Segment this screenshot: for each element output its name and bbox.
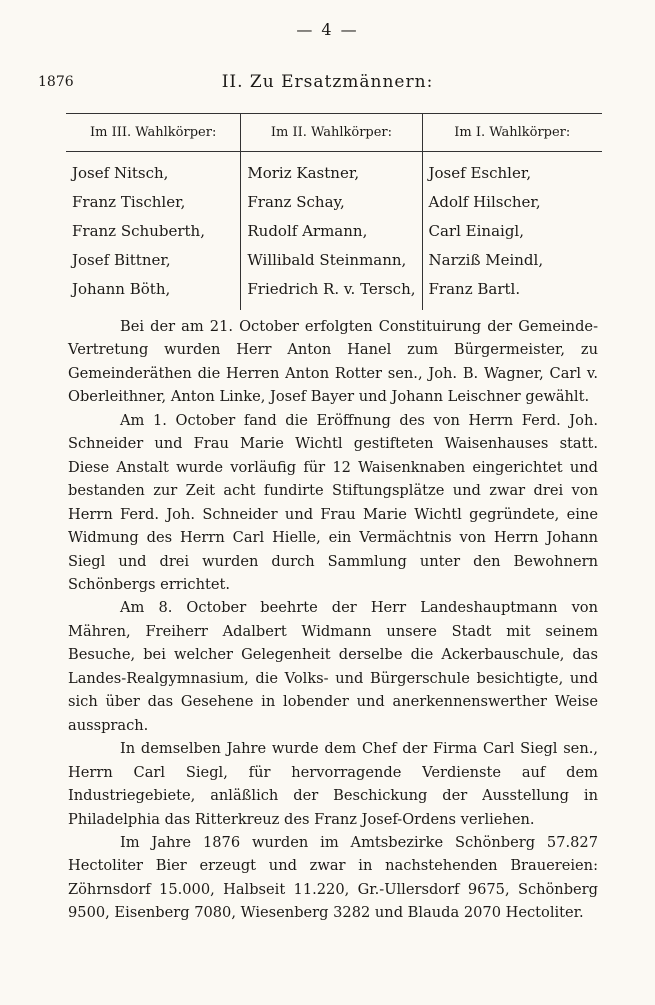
name-entry: Willibald Steinmann, — [247, 251, 407, 269]
name-entry: Adolf Hilscher, — [428, 193, 541, 211]
header-second-body: Im II. Wahlkörper: — [241, 114, 422, 152]
header-third-body: Im III. Wahlkörper: — [66, 114, 241, 152]
name-entry: Franz Tischler, — [72, 193, 186, 211]
column-second-body — [241, 152, 422, 311]
column-third-body — [66, 152, 241, 311]
name-entry: Narziß Meindl, — [428, 251, 544, 269]
name-entry: Franz Schuberth, — [72, 222, 205, 240]
electoral-table — [66, 113, 602, 310]
margin-year: 1876 — [38, 74, 74, 90]
name-entry: Rudolf Armann, — [247, 222, 368, 240]
section-title: II. Zu Ersatzmännern: — [221, 72, 434, 92]
column-first-body — [422, 152, 602, 311]
page-number: — 4 — — [296, 20, 359, 39]
name-entry: Friedrich R. v. Tersch, — [247, 280, 416, 298]
name-entry: Franz Bartl. — [428, 280, 521, 298]
name-entry: Franz Schay, — [247, 193, 345, 211]
name-entry: Carl Einaigl, — [428, 222, 524, 240]
paragraph-honour: In demselben Jahre wurde dem Chef der Firma Carl Siegl sen., Herrn Carl Siegl, für hervorragende Verdienste auf dem Industriegebiete, anläßlich der Beschickung der Ausstellung in Philadelphia das Ritterkreuz des Franz Josef-Ordens verliehen. — [68, 740, 598, 828]
paragraph-breweries: Im Jahre 1876 wurden im Amtsbezirke Schönberg 57.827 Hectoliter Bier erzeugt und zwar in nachstehenden Brauereien: Zöhrnsdorf 15.000, Halbseit 11.220, Gr.-Ullersdorf 9675, Schönberg 9500, Eisenberg 7080, Wiesenberg 3282 und Blauda 2070 Hectoliter. — [68, 833, 598, 922]
table-header-row — [66, 114, 602, 152]
name-entry: Josef Eschler, — [428, 164, 532, 182]
body-text — [68, 315, 598, 925]
header-first-body: Im I. Wahlkörper: — [422, 114, 602, 152]
name-entry: Johann Böth, — [72, 280, 171, 298]
name-entry: Josef Bittner, — [72, 251, 171, 269]
paragraph-constitution: Bei der am 21. October erfolgten Constituirung der Gemeinde-Vertretung wurden Herr Anton Hanel zum Bürgermeister, zu Gemeinderäthen die Herren Anton Rotter sen., Joh. B. Wagner, Carl v. Oberleithner, Anton Linke, Josef Bayer und Johann Leischner gewählt. — [68, 318, 598, 406]
table-row — [66, 152, 602, 311]
paragraph-orphanage: Am 1. October fand die Eröffnung des von Herrn Ferd. Joh. Schneider und Frau Marie Wichtl gestifteten Waisenhauses statt. Diese Anstalt wurde vorläufig für 12 Waisenknaben eingerichtet und bestanden zur Zeit acht fundirte Stiftungsplätze und zwar drei von Herrn Ferd. Joh. Schneider und Frau Marie Wichtl gegründete, eine Widmung des Herrn Carl Hielle, ein Vermächtnis von Herrn Johann Siegl und drei wurden durch Sammlung unter den Bewohnern Schönbergs errichtet. — [68, 411, 598, 593]
name-entry: Moriz Kastner, — [247, 164, 360, 182]
paragraph-governor-visit: Am 8. October beehrte der Herr Landeshauptmann von Mähren, Freiherr Adalbert Widmann unsere Stadt mit seinem Besuche, bei welcher Gelegenheit derselbe die Ackerbauschule, das Landes-Realgymnasium, die Volks- und Bürgerschule besichtigte, und sich über das Gesehene in lobender und anerkennenswerther Weise aussprach. — [68, 599, 598, 734]
name-entry: Josef Nitsch, — [72, 164, 169, 182]
